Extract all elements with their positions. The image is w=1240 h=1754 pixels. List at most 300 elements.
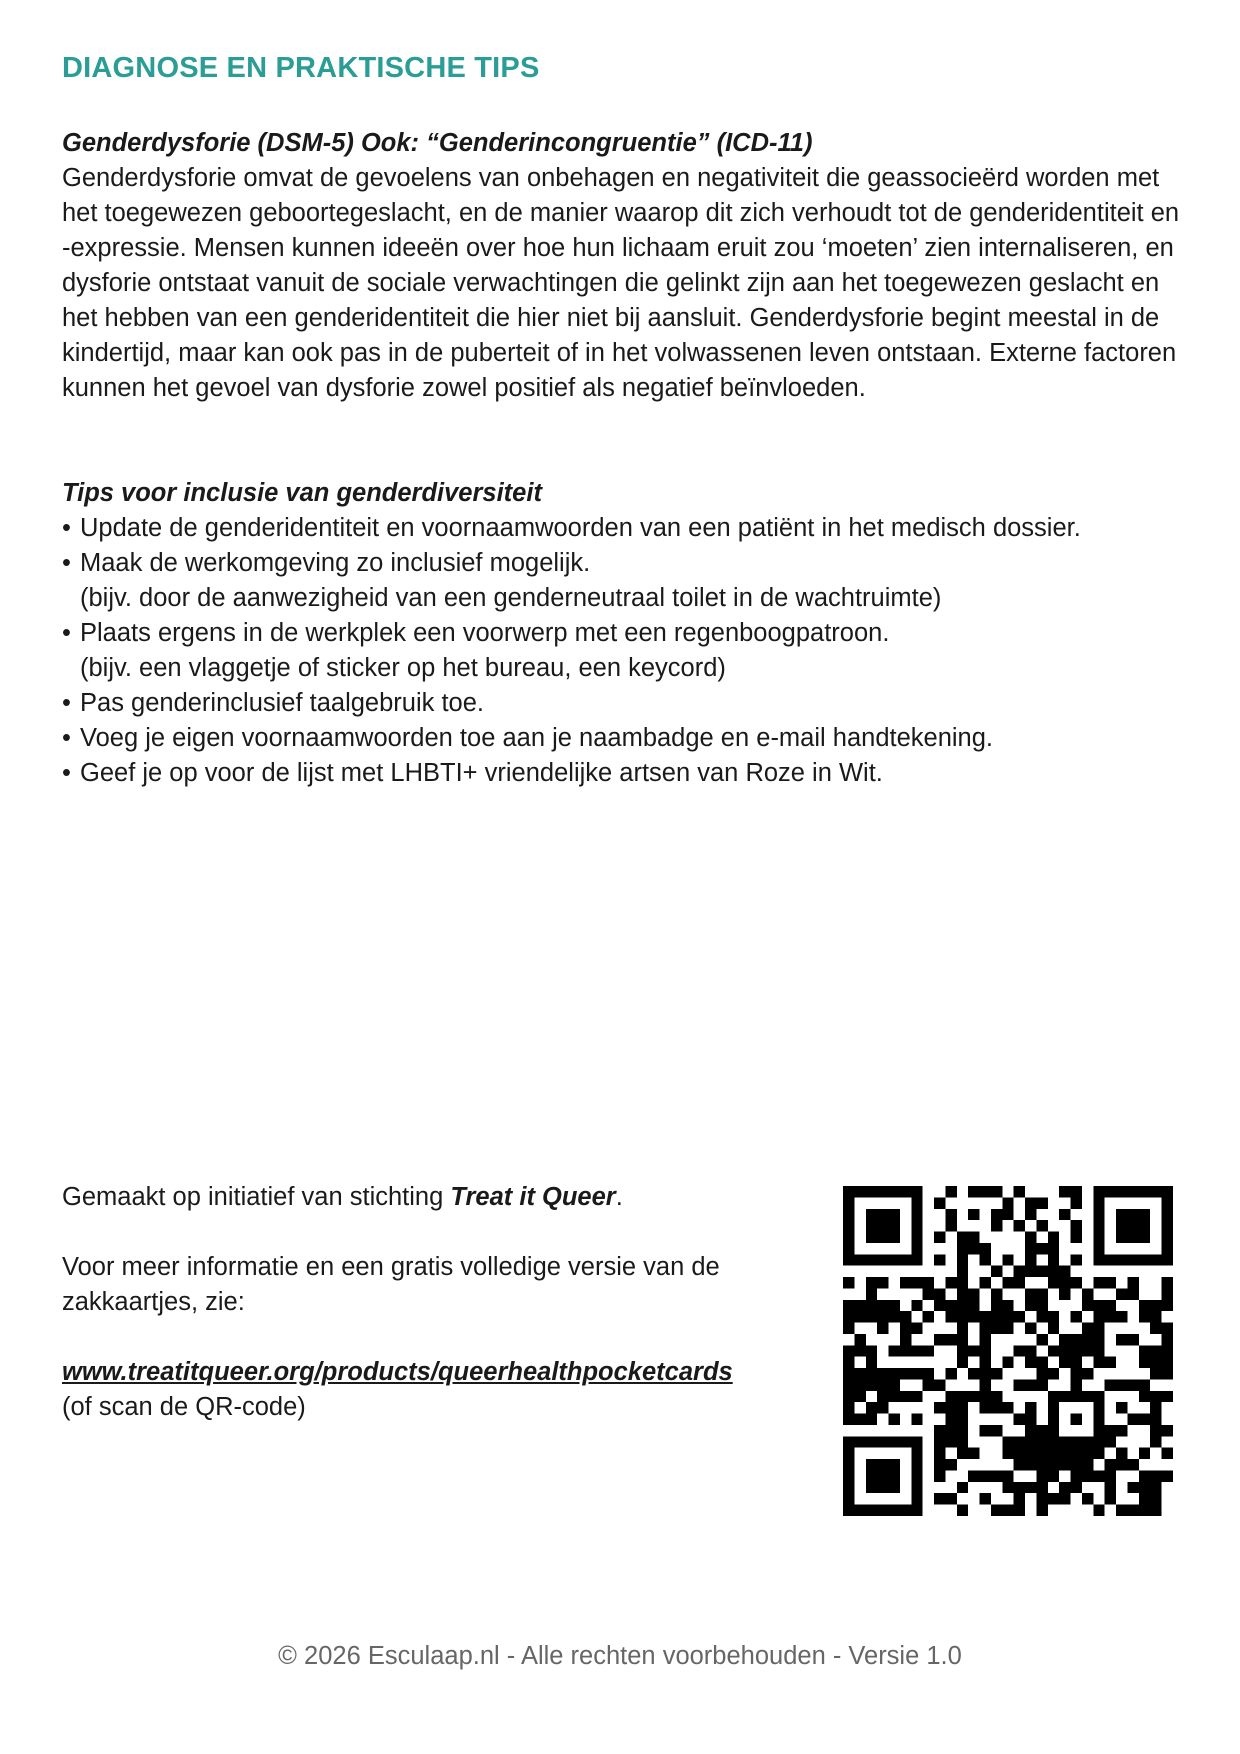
qr-module xyxy=(911,1368,922,1379)
qr-module xyxy=(877,1391,888,1402)
qr-module xyxy=(1093,1311,1104,1322)
qr-module xyxy=(843,1402,854,1413)
qr-module xyxy=(911,1459,922,1470)
qr-module xyxy=(1059,1288,1070,1299)
qr-module xyxy=(957,1436,968,1447)
qr-module xyxy=(1014,1505,1025,1516)
qr-module xyxy=(1093,1505,1104,1516)
list-item xyxy=(62,756,1182,791)
tips-section xyxy=(62,476,1182,791)
qr-module xyxy=(1105,1436,1116,1447)
qr-module xyxy=(934,1288,945,1299)
qr-module xyxy=(945,1277,956,1288)
qr-module xyxy=(1139,1505,1150,1516)
qr-module xyxy=(1093,1220,1104,1231)
qr-module xyxy=(991,1300,1002,1311)
qr-module xyxy=(1002,1357,1013,1368)
qr-module xyxy=(1139,1232,1150,1243)
qr-module xyxy=(1150,1357,1161,1368)
qr-module xyxy=(1025,1448,1036,1459)
bullet: • xyxy=(62,759,71,787)
qr-module xyxy=(877,1186,888,1197)
qr-module xyxy=(1059,1493,1070,1504)
qr-module xyxy=(957,1277,968,1288)
qr-module xyxy=(980,1425,991,1436)
qr-module xyxy=(1071,1357,1082,1368)
bullet: • xyxy=(62,549,71,577)
qr-code-icon[interactable] xyxy=(843,1186,1173,1516)
qr-module xyxy=(866,1505,877,1516)
qr-module xyxy=(1082,1334,1093,1345)
qr-module xyxy=(889,1186,900,1197)
qr-module xyxy=(1014,1277,1025,1288)
qr-module xyxy=(1002,1470,1013,1481)
qr-module xyxy=(1002,1505,1013,1516)
qr-module xyxy=(934,1470,945,1481)
qr-module xyxy=(1082,1493,1093,1504)
qr-module xyxy=(945,1300,956,1311)
qr-module xyxy=(1002,1323,1013,1334)
list-item-text: Maak de werkomgeving zo inclusief mogelijk. xyxy=(80,549,591,577)
qr-module xyxy=(877,1220,888,1231)
qr-module xyxy=(1093,1277,1104,1288)
tips-list xyxy=(62,511,1182,791)
qr-module xyxy=(1014,1436,1025,1447)
qr-module xyxy=(1116,1186,1127,1197)
qr-module xyxy=(1025,1425,1036,1436)
list-item-text: Update de genderidentiteit en voornaamwoorden van een patiënt in het medisch dossier. xyxy=(80,514,1081,542)
qr-module xyxy=(866,1368,877,1379)
qr-module xyxy=(1093,1345,1104,1356)
qr-module xyxy=(854,1391,865,1402)
qr-module xyxy=(980,1368,991,1379)
qr-module xyxy=(1048,1459,1059,1470)
qr-module xyxy=(1071,1482,1082,1493)
qr-module xyxy=(900,1186,911,1197)
qr-module xyxy=(923,1311,934,1322)
qr-module xyxy=(877,1323,888,1334)
qr-module xyxy=(866,1436,877,1447)
qr-module xyxy=(957,1254,968,1265)
qr-module xyxy=(1014,1345,1025,1356)
qr-module xyxy=(945,1436,956,1447)
qr-module xyxy=(1162,1288,1173,1299)
qr-module xyxy=(1059,1391,1070,1402)
qr-module xyxy=(1162,1254,1173,1265)
qr-module xyxy=(991,1323,1002,1334)
qr-module xyxy=(1150,1470,1161,1481)
qr-module xyxy=(1127,1505,1138,1516)
qr-module xyxy=(1162,1323,1173,1334)
qr-module xyxy=(1036,1300,1047,1311)
qr-module xyxy=(1139,1493,1150,1504)
qr-module xyxy=(1162,1425,1173,1436)
qr-module xyxy=(1048,1232,1059,1243)
qr-module xyxy=(1116,1209,1127,1220)
qr-module xyxy=(1162,1345,1173,1356)
qr-module xyxy=(889,1300,900,1311)
qr-module xyxy=(1150,1391,1161,1402)
qr-module xyxy=(1139,1300,1150,1311)
qr-module xyxy=(1014,1459,1025,1470)
qr-module xyxy=(1036,1288,1047,1299)
qr-module xyxy=(945,1414,956,1425)
qr-module xyxy=(980,1334,991,1345)
qr-module xyxy=(991,1402,1002,1413)
qr-module xyxy=(843,1345,854,1356)
qr-module xyxy=(866,1379,877,1390)
qr-module xyxy=(843,1277,854,1288)
qr-module xyxy=(1014,1482,1025,1493)
qr-module xyxy=(968,1345,979,1356)
qr-module xyxy=(968,1368,979,1379)
qr-module xyxy=(1036,1334,1047,1345)
qr-module xyxy=(1162,1357,1173,1368)
qr-module xyxy=(911,1505,922,1516)
qr-module xyxy=(1093,1209,1104,1220)
qr-module xyxy=(911,1436,922,1447)
qr-module xyxy=(1025,1459,1036,1470)
qr-module xyxy=(866,1288,877,1299)
qr-module xyxy=(1082,1288,1093,1299)
qr-module xyxy=(1048,1277,1059,1288)
qr-module xyxy=(900,1368,911,1379)
qr-module xyxy=(1150,1414,1161,1425)
qr-module xyxy=(854,1345,865,1356)
qr-module xyxy=(866,1414,877,1425)
scan-note: (of scan de QR-code) xyxy=(62,1393,306,1421)
qr-module xyxy=(1014,1186,1025,1197)
qr-module xyxy=(934,1448,945,1459)
qr-module xyxy=(1036,1368,1047,1379)
qr-module xyxy=(866,1402,877,1413)
qr-module xyxy=(866,1311,877,1322)
qr-module xyxy=(1116,1448,1127,1459)
list-item-subtext: (bijv. door de aanwezigheid van een genderneutraal toilet in de wachtruimte) xyxy=(80,584,942,612)
qr-module xyxy=(1150,1186,1161,1197)
qr-module xyxy=(1071,1311,1082,1322)
qr-module xyxy=(1162,1300,1173,1311)
qr-module xyxy=(866,1277,877,1288)
list-item xyxy=(62,546,1182,616)
qr-module xyxy=(1036,1243,1047,1254)
qr-module xyxy=(1059,1448,1070,1459)
list-item-subtext: (bijv. een vlaggetje of sticker op het bureau, een keycord) xyxy=(80,654,726,682)
qr-module xyxy=(1002,1436,1013,1447)
qr-module xyxy=(1025,1345,1036,1356)
qr-module xyxy=(911,1493,922,1504)
qr-module xyxy=(1093,1323,1104,1334)
qr-module xyxy=(1139,1448,1150,1459)
qr-module xyxy=(900,1277,911,1288)
qr-module xyxy=(866,1300,877,1311)
qr-module xyxy=(1127,1186,1138,1197)
qr-module xyxy=(1025,1243,1036,1254)
qr-module xyxy=(980,1277,991,1288)
qr-module xyxy=(889,1470,900,1481)
qr-module xyxy=(889,1505,900,1516)
qr-module xyxy=(957,1448,968,1459)
qr-module xyxy=(968,1391,979,1402)
bullet: • xyxy=(62,724,71,752)
qr-module xyxy=(1048,1243,1059,1254)
qr-module xyxy=(900,1254,911,1265)
qr-module xyxy=(1127,1414,1138,1425)
qr-module xyxy=(945,1186,956,1197)
qr-module xyxy=(1002,1402,1013,1413)
qr-module xyxy=(980,1357,991,1368)
qr-module xyxy=(1059,1266,1070,1277)
qr-module xyxy=(980,1402,991,1413)
qr-module xyxy=(934,1254,945,1265)
qr-module xyxy=(980,1493,991,1504)
qr-module xyxy=(1025,1232,1036,1243)
qr-module xyxy=(843,1232,854,1243)
qr-module xyxy=(1150,1482,1161,1493)
qr-module xyxy=(1105,1493,1116,1504)
qr-module xyxy=(843,1459,854,1470)
qr-module xyxy=(911,1197,922,1208)
qr-module xyxy=(1071,1459,1082,1470)
qr-module xyxy=(1116,1459,1127,1470)
qr-module xyxy=(1105,1470,1116,1481)
qr-module xyxy=(1002,1197,1013,1208)
qr-module xyxy=(1127,1220,1138,1231)
qr-module xyxy=(1139,1379,1150,1390)
qr-module xyxy=(957,1345,968,1356)
qr-module xyxy=(1162,1277,1173,1288)
qr-module xyxy=(1127,1459,1138,1470)
qr-module xyxy=(957,1323,968,1334)
qr-module xyxy=(889,1414,900,1425)
qr-module xyxy=(1093,1186,1104,1197)
qr-module xyxy=(1036,1470,1047,1481)
qr-module xyxy=(866,1186,877,1197)
qr-module xyxy=(911,1448,922,1459)
qr-module xyxy=(934,1197,945,1208)
qr-module xyxy=(1036,1266,1047,1277)
qr-module xyxy=(991,1368,1002,1379)
qr-module xyxy=(980,1311,991,1322)
qr-module xyxy=(1048,1266,1059,1277)
qr-module xyxy=(1162,1334,1173,1345)
qr-module xyxy=(1116,1288,1127,1299)
qr-module xyxy=(1002,1300,1013,1311)
qr-module xyxy=(1059,1209,1070,1220)
qr-module xyxy=(991,1186,1002,1197)
qr-module xyxy=(1002,1254,1013,1265)
qr-module xyxy=(1105,1357,1116,1368)
qr-module xyxy=(1116,1311,1127,1322)
genderdysforie-section xyxy=(62,126,1182,406)
qr-module xyxy=(1139,1311,1150,1322)
list-item-text: Geef je op voor de lijst met LHBTI+ vriendelijke artsen van Roze in Wit. xyxy=(80,759,883,787)
qr-module xyxy=(945,1220,956,1231)
qr-module xyxy=(934,1300,945,1311)
qr-module xyxy=(900,1505,911,1516)
qr-module xyxy=(889,1345,900,1356)
qr-module xyxy=(1025,1482,1036,1493)
qr-module xyxy=(1162,1209,1173,1220)
qr-module xyxy=(1082,1391,1093,1402)
qr-module xyxy=(843,1186,854,1197)
qr-module xyxy=(991,1505,1002,1516)
qr-module xyxy=(957,1288,968,1299)
qr-module xyxy=(923,1288,934,1299)
section-heading-genderdysforie: Genderdysforie (DSM-5) Ook: “Genderincongruentie” (ICD-11) xyxy=(62,129,813,157)
qr-module xyxy=(1116,1505,1127,1516)
qr-module xyxy=(877,1379,888,1390)
qr-module xyxy=(1105,1186,1116,1197)
qr-module xyxy=(1071,1197,1082,1208)
qr-module xyxy=(934,1402,945,1413)
qr-module xyxy=(843,1300,854,1311)
qr-module xyxy=(854,1300,865,1311)
qr-module xyxy=(934,1459,945,1470)
initiative-prefix: Gemaakt op initiatief van stichting xyxy=(62,1183,451,1211)
qr-module xyxy=(1150,1311,1161,1322)
spacer xyxy=(62,1215,822,1250)
qr-module xyxy=(1150,1368,1161,1379)
qr-module xyxy=(968,1311,979,1322)
website-link[interactable]: www.treatitqueer.org/products/queerhealthpocketcards xyxy=(62,1358,733,1386)
qr-module xyxy=(1036,1448,1047,1459)
qr-module xyxy=(911,1232,922,1243)
qr-module xyxy=(1014,1448,1025,1459)
qr-module xyxy=(877,1368,888,1379)
qr-module xyxy=(1105,1300,1116,1311)
qr-module xyxy=(911,1209,922,1220)
info-text: Voor meer informatie en een gratis volledige versie van de zakkaartjes, zie: xyxy=(62,1253,720,1316)
qr-module xyxy=(957,1391,968,1402)
qr-module xyxy=(1139,1357,1150,1368)
qr-module xyxy=(1059,1459,1070,1470)
qr-module xyxy=(991,1266,1002,1277)
qr-module xyxy=(991,1209,1002,1220)
qr-module xyxy=(1036,1436,1047,1447)
qr-module xyxy=(1116,1425,1127,1436)
qr-module xyxy=(911,1254,922,1265)
qr-module xyxy=(1116,1232,1127,1243)
qr-module xyxy=(1025,1266,1036,1277)
qr-module xyxy=(1127,1334,1138,1345)
qr-module xyxy=(1105,1425,1116,1436)
qr-module xyxy=(854,1379,865,1390)
qr-module xyxy=(1025,1414,1036,1425)
qr-module xyxy=(877,1402,888,1413)
qr-module xyxy=(889,1220,900,1231)
qr-module xyxy=(1093,1243,1104,1254)
qr-module xyxy=(1127,1254,1138,1265)
qr-module xyxy=(1048,1254,1059,1265)
qr-module xyxy=(1139,1470,1150,1481)
qr-module xyxy=(1093,1448,1104,1459)
qr-module xyxy=(843,1493,854,1504)
qr-module xyxy=(877,1277,888,1288)
qr-module xyxy=(900,1334,911,1345)
qr-module xyxy=(1093,1300,1104,1311)
qr-module xyxy=(1082,1345,1093,1356)
qr-module xyxy=(1025,1300,1036,1311)
qr-module xyxy=(911,1220,922,1231)
qr-module xyxy=(900,1436,911,1447)
qr-module xyxy=(1139,1254,1150,1265)
qr-module xyxy=(843,1243,854,1254)
qr-module xyxy=(889,1459,900,1470)
qr-module xyxy=(1139,1220,1150,1231)
qr-module xyxy=(843,1357,854,1368)
qr-module xyxy=(911,1470,922,1481)
qr-module xyxy=(1162,1232,1173,1243)
qr-module xyxy=(934,1334,945,1345)
qr-module xyxy=(1139,1391,1150,1402)
qr-module xyxy=(866,1254,877,1265)
qr-module xyxy=(1048,1436,1059,1447)
qr-module xyxy=(1048,1391,1059,1402)
qr-module xyxy=(1082,1448,1093,1459)
qr-module xyxy=(934,1232,945,1243)
list-item xyxy=(62,686,1182,721)
spacer xyxy=(62,1320,822,1355)
list-item-text: Pas genderinclusief taalgebruik toe. xyxy=(80,689,485,717)
qr-module xyxy=(854,1186,865,1197)
qr-module xyxy=(1093,1232,1104,1243)
footer-info xyxy=(62,1180,822,1425)
qr-module xyxy=(1071,1254,1082,1265)
qr-module xyxy=(1071,1470,1082,1481)
qr-module xyxy=(1071,1277,1082,1288)
qr-module xyxy=(1071,1436,1082,1447)
qr-module xyxy=(968,1448,979,1459)
genderdysforie-paragraph: Genderdysforie omvat de gevoelens van onbehagen en negativiteit die geassocieërd worden met het toegewezen geboortegeslacht, en de manier waarop dit zich verhoudt tot de genderidentiteit en -expressie. Mensen kunnen ideeën over hoe hun lichaam eruit zou ‘moeten’ zien internaliseren, en dysforie ontstaat vanuit de sociale verwachtingen die gelinkt zijn aan het toegewezen geslacht en het hebben van een genderidentiteit die hier niet bij aansluit. Genderdysforie begint meestal in de kindertijd, maar kan ook pas in de puberteit of in het volwassenen leven ontstaan. Externe factoren kunnen het gevoel van dysforie zowel positief als negatief beïnvloeden. xyxy=(62,164,1180,402)
qr-module xyxy=(923,1368,934,1379)
qr-module xyxy=(1093,1391,1104,1402)
qr-module xyxy=(1071,1220,1082,1231)
qr-module xyxy=(1036,1425,1047,1436)
qr-module xyxy=(1014,1220,1025,1231)
qr-module xyxy=(889,1209,900,1220)
qr-module xyxy=(1093,1414,1104,1425)
qr-module xyxy=(923,1277,934,1288)
qr-module xyxy=(957,1414,968,1425)
qr-module xyxy=(877,1254,888,1265)
qr-module xyxy=(1082,1368,1093,1379)
qr-module xyxy=(1059,1334,1070,1345)
qr-module xyxy=(1162,1368,1173,1379)
qr-module xyxy=(945,1311,956,1322)
qr-module xyxy=(1002,1209,1013,1220)
qr-module xyxy=(877,1505,888,1516)
qr-module xyxy=(1071,1379,1082,1390)
list-item-text: Voeg je eigen voornaamwoorden toe aan je naambadge en e-mail handtekening. xyxy=(80,724,993,752)
qr-module xyxy=(889,1254,900,1265)
qr-module xyxy=(957,1482,968,1493)
qr-module xyxy=(957,1402,968,1413)
qr-module xyxy=(980,1391,991,1402)
qr-module xyxy=(1116,1402,1127,1413)
qr-module xyxy=(1036,1505,1047,1516)
qr-module xyxy=(1036,1493,1047,1504)
bullet: • xyxy=(62,619,71,647)
qr-module xyxy=(1162,1186,1173,1197)
qr-module xyxy=(1150,1300,1161,1311)
qr-module xyxy=(911,1243,922,1254)
qr-module xyxy=(1150,1436,1161,1447)
qr-module xyxy=(1071,1368,1082,1379)
qr-module xyxy=(934,1425,945,1436)
qr-module xyxy=(1162,1243,1173,1254)
qr-module xyxy=(1025,1379,1036,1390)
